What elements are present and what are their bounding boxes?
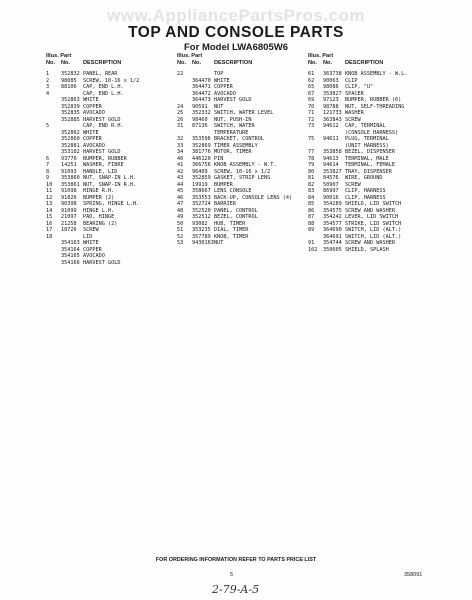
part-description: BEZEL, CONTROL [214,214,258,220]
part-description: SWITCH, WATER LEVEL [214,110,274,116]
illus-no: 75 [308,136,315,142]
part-description: HINGE R.H. [83,188,115,194]
part-no: 354163 [61,240,80,246]
illus-no: 84 [308,194,315,201]
part-no: 354575 [323,207,342,214]
header-illus-part: Illus. Part [46,53,72,59]
part-no: 353827 [323,90,342,97]
part-no: 381776 [192,149,211,155]
part-no: 98788 [323,103,339,110]
header-description: DESCRIPTION [214,60,253,66]
part-description: SHIELD, LID SWITCH [345,201,402,207]
illus-no: 80 [308,168,315,175]
header-no2: No. [192,60,202,66]
part-no: 98085 [61,77,77,84]
part-description: PANEL, CONTROL [214,207,258,214]
part-no: 352835 [61,110,80,116]
header-no: No. [177,60,187,66]
part-description: BEZEL, DISPENSER [345,149,395,155]
part-description: NUT, PUSH-IN [214,116,252,123]
part-description: AVOCADO [83,253,105,259]
parts-rows [308,71,436,253]
part-description: SWITCH, LID (ALT.) [345,227,402,233]
part-no: 352869 [192,142,211,149]
part-description: HARVEST GOLD [83,259,121,266]
header-no: No. [46,60,56,66]
illus-no: 3 [46,84,50,90]
part-no: 354242 [323,214,342,220]
part-description: HARVEST GOLD [214,97,252,103]
part-description: BACK-UP, CONSOLE LENS (4) [214,194,293,201]
illus-no: 73 [308,123,315,129]
part-no: 91099 [61,207,77,214]
part-description: CLIP, HARNESS [345,188,386,194]
part-description: BUMPER [214,181,233,188]
illus-no: 91 [308,240,315,246]
part-no: 352885 [61,116,80,123]
part-description: SCREW, 10-16 x 1/2 [83,77,140,84]
illus-no: 71 [308,110,315,116]
part-description: (UNIT HARNESS) [345,142,389,149]
part-description: WASHER, FIBRE [83,162,124,168]
illus-no: 48 [177,207,184,214]
part-description: PLUG, TERMINAL [345,136,389,142]
part-description: TEMPERATURE [214,129,249,136]
part-description: HARVEST GOLD [83,149,121,155]
part-no: 354166 [61,259,80,266]
part-no: 94612 [323,123,339,129]
part-description: AVOCADO [83,142,105,149]
part-no: 121733 [323,110,342,116]
part-description: WHITE [83,240,99,246]
part-no: 90063 [323,77,339,84]
part-description: CAP, END L.H. [83,84,124,90]
illus-no: 88 [308,220,315,227]
part-description: BARRIER [214,201,236,207]
part-no: 354164 [61,246,80,253]
illus-no: 78 [308,155,315,162]
part-description: PANEL, REAR [83,71,118,77]
column-header [46,53,174,67]
part-no: 364472 [192,90,211,97]
part-description: COPPER [83,136,102,142]
part-no: 353827 [323,168,342,175]
illus-no: 40 [177,155,184,162]
part-no: 84576 [323,175,339,181]
part-no: 21258 [61,220,77,227]
illus-no: 62 [308,77,315,84]
part-description: NUT, SELF-THREADING [345,103,405,110]
part-description: STRIKE, LID SWITCH [345,220,402,227]
illus-no: 51 [177,227,184,233]
illus-no: 69 [308,97,315,103]
part-description: WHITE [83,129,99,136]
part-no: 91098 [61,188,77,194]
part-no: 363843 [323,116,342,123]
illus-no: 87 [308,214,315,220]
part-description: COPPER [83,103,102,110]
part-description: WIRE, GROUND [345,175,383,181]
illus-no: 1 [46,71,50,77]
part-no: 354577 [323,220,342,227]
part-no: 94611 [323,136,339,142]
part-no: 352839 [61,103,80,110]
page-title: TOP AND CONSOLE PARTS [128,24,344,41]
part-no: 353858 [323,149,342,155]
part-description: WASHER [345,110,364,116]
part-no: 94613 [323,155,339,162]
illus-no: 22 [177,71,184,77]
illus-no: 17 [46,227,53,233]
part-no: 18726 [61,227,77,233]
illus-no: 70 [308,103,315,110]
illus-no: 43 [177,175,184,181]
part-no: 354744 [323,240,342,246]
part-description: SCREW AND WASHER [345,207,395,214]
part-description: COPPER [83,246,102,253]
part-description: NUT [214,240,224,246]
illus-no: 83 [308,188,315,194]
part-description: TERMINAL, MALE [345,155,389,162]
parts-row [46,260,174,267]
part-description: CLIP, "U" [345,84,374,90]
illus-no: 25 [177,110,184,116]
part-description: SWITCH, LID (ALT.) [345,233,402,240]
part-no: 352860 [61,136,80,142]
illus-no: 77 [308,149,315,155]
part-description: NUT, SNAP-IN L.H. [83,175,137,181]
illus-no: 72 [308,116,315,123]
illus-no: 53 [177,240,184,246]
part-description: SCREW [83,227,99,233]
part-no: 98460 [192,116,208,123]
part-no: 352332 [192,110,211,116]
part-no: 353182 [61,149,80,155]
part-description: BUMPER, RUBBER (6) [345,97,402,103]
illus-no: 5 [46,123,50,129]
illus-no: 13 [46,201,53,207]
part-no: 86997 [323,188,339,194]
part-description: TIMER ASSEMBLY [214,142,258,149]
parts-rows [46,71,174,266]
part-description: SHIELD, SPLASH [345,246,389,253]
part-description: SPACER [345,90,364,97]
header-description: DESCRIPTION [345,60,384,66]
part-no: 97123 [323,97,339,103]
part-description: (CONSOLE HARNESS) [345,129,399,136]
illus-no: 12 [46,194,53,201]
part-no: 91093 [61,168,77,175]
part-description: PIN [214,155,224,162]
part-no: 19919 [192,181,208,188]
parts-column-1 [46,53,174,266]
part-description: TRAY, DISPENSER [345,168,392,175]
part-no: 354289 [323,201,342,207]
part-no: 9430163 [192,240,214,246]
part-no: 353553 [192,194,211,201]
illus-no: 34 [177,149,184,155]
parts-column-3 [308,53,436,253]
illus-no: 33 [177,142,184,149]
illus-no: 16 [46,220,53,227]
part-no: 352512 [192,214,211,220]
part-description: SCREW [345,116,361,123]
ordering-footer: FOR ORDERING INFORMATION REFER TO PARTS PRICE LIST [155,557,317,563]
part-description: BUMPER (2) [83,194,115,201]
part-description: SWITCH, WATER [214,123,255,129]
part-description: NUT [214,103,224,110]
part-description: TERMINAL, FEMALE [345,162,395,168]
part-no: 21097 [61,214,77,220]
part-description: KNOB ASSEMBLY - W.T. [214,162,277,168]
illus-no: 2 [46,77,50,84]
part-no: 350605 [323,246,342,253]
part-description: HINGE L.H. [83,207,115,214]
part-description: CAP, END L.H. [83,90,124,97]
part-no: 50907 [323,181,339,188]
page-subtitle: For Model LWA6805W6 [184,42,288,53]
part-description: BRACKET, CONTROL [214,136,264,142]
handwritten-note: 2-79-A-5 [212,583,260,596]
illus-no: 10 [46,181,53,188]
part-description: BUMPER, RUBBER [83,155,127,162]
illus-no: 32 [177,136,184,142]
part-no: 364471 [192,84,211,90]
part-description: CLIP [345,77,358,84]
part-no: 90591 [192,103,208,110]
part-no: 446120 [192,155,211,162]
part-description: HANDLE, LID [83,168,118,175]
header-illus-part: Illus. Part [308,53,334,59]
part-description: HARVEST GOLD [83,116,121,123]
illus-no: 4 [46,90,50,97]
parts-column-2 [177,53,305,247]
column-header [177,53,305,67]
part-description: AVOCADO [83,110,105,116]
illus-no: 24 [177,103,184,110]
part-no: 352832 [61,71,80,77]
part-no: 88106 [61,84,77,90]
part-no: 94614 [323,162,339,168]
illus-no: 47 [177,201,184,207]
illus-no: 65 [308,84,315,90]
part-description: NUT, SNAP-IN R.H. [83,181,137,188]
illus-no: 6 [46,155,50,162]
part-no: 353596 [192,136,211,142]
part-description: GASKET, STRIP LENS [214,175,271,181]
illus-no: 42 [177,168,184,175]
part-description: CAP, END R.H. [83,123,124,129]
part-description: SCREW, 10-16 x 1/2 [214,168,271,175]
illus-no: 61 [308,71,315,77]
illus-no: 49 [177,214,184,220]
parts-row [308,247,436,254]
part-description: BEARING (2) [83,220,118,227]
illus-no: 44 [177,181,184,188]
part-no: 352859 [192,175,211,181]
part-description: SPRING, HINGE L.H. [83,201,140,207]
part-description: SCREW [345,181,361,188]
part-description: SCREW AND WASHER [345,240,395,246]
illus-no: 7 [46,162,50,168]
part-no: 364470 [192,77,211,84]
part-no: 352881 [61,142,80,149]
part-description: DIAL, TIMER [214,227,249,233]
document-number: 358091 [404,572,423,578]
part-description: PAD, HINGE [83,214,115,220]
part-no: 366756 [192,162,211,168]
illus-no: 31 [177,123,184,129]
illus-no: 11 [46,188,53,194]
part-description: CLIP, HARNESS [345,194,386,201]
part-no: 14251 [61,162,77,168]
part-no: 358667 [192,188,211,194]
part-no: 98086 [323,84,339,90]
header-illus-part: Illus. Part [177,53,203,59]
part-no: 352724 [192,201,211,207]
part-description: KNOB ASSEMBLY - W.L. [345,71,408,77]
part-description: LEVER, LID SWITCH [345,214,399,220]
illus-no: 15 [46,214,53,220]
header-no: No. [308,60,318,66]
part-no: 93082 [192,220,208,227]
part-no: 364690 [323,227,342,233]
part-no: 364691 [323,233,342,240]
part-description: AVOCADO [214,90,236,97]
part-no: 353861 [61,181,80,188]
illus-no [46,260,61,267]
part-description: COPPER [214,84,233,90]
part-no: 353860 [61,175,80,181]
illus-no: 102 [308,246,318,253]
part-no: 93770 [61,155,77,162]
header-description: DESCRIPTION [83,60,122,66]
part-description: LID [83,233,93,240]
illus-no: 45 [177,188,184,194]
column-header [308,53,436,67]
illus-no: 18 [46,233,53,240]
part-no: 352862 [61,129,80,136]
part-no: 96409 [192,168,208,175]
part-description: WHITE [83,97,99,103]
illus-no: 9 [46,175,50,181]
illus-no: 67 [308,90,315,97]
part-description: LENS CONSOLE [214,188,252,194]
illus-no: 26 [177,116,184,123]
part-description: HUB, TIMER [214,220,246,227]
illus-no: 14 [46,207,53,214]
part-no: 353235 [192,227,211,233]
header-no2: No. [61,60,71,66]
parts-row [177,240,305,247]
part-no: 91826 [61,194,77,201]
illus-no: 52 [177,233,184,240]
watermark: www.AppliancePartsPros.com [107,6,365,25]
page-number: 5 [230,572,234,578]
part-description: MOTOR, TIMER [214,149,252,155]
part-description: TOP [214,71,224,77]
illus-no: 50 [177,220,184,227]
illus-no: 86 [308,207,315,214]
part-no: 354165 [61,253,80,259]
part-description: KNOB, TIMER [214,233,249,240]
part-no: 352520 [192,207,211,214]
part-no: 87136 [192,123,208,129]
illus-no: 79 [308,162,315,168]
part-no: 364473 [192,97,211,103]
part-no: 352863 [61,97,80,103]
illus-no: 82 [308,181,315,188]
illus-no: 41 [177,162,184,168]
illus-no: 81 [308,175,315,181]
illus-no: 8 [46,168,50,175]
part-no: 90016 [323,194,339,201]
part-no: 357789 [192,233,211,240]
illus-no: 85 [308,201,315,207]
part-description: CAP, TERMINAL [345,123,386,129]
illus-no: 46 [177,194,184,201]
parts-rows [177,71,305,247]
part-no: 363738 [323,71,342,77]
part-description: WHITE [214,77,230,84]
part-no: 90398 [61,201,77,207]
illus-no: 89 [308,227,315,233]
header-no2: No. [323,60,333,66]
